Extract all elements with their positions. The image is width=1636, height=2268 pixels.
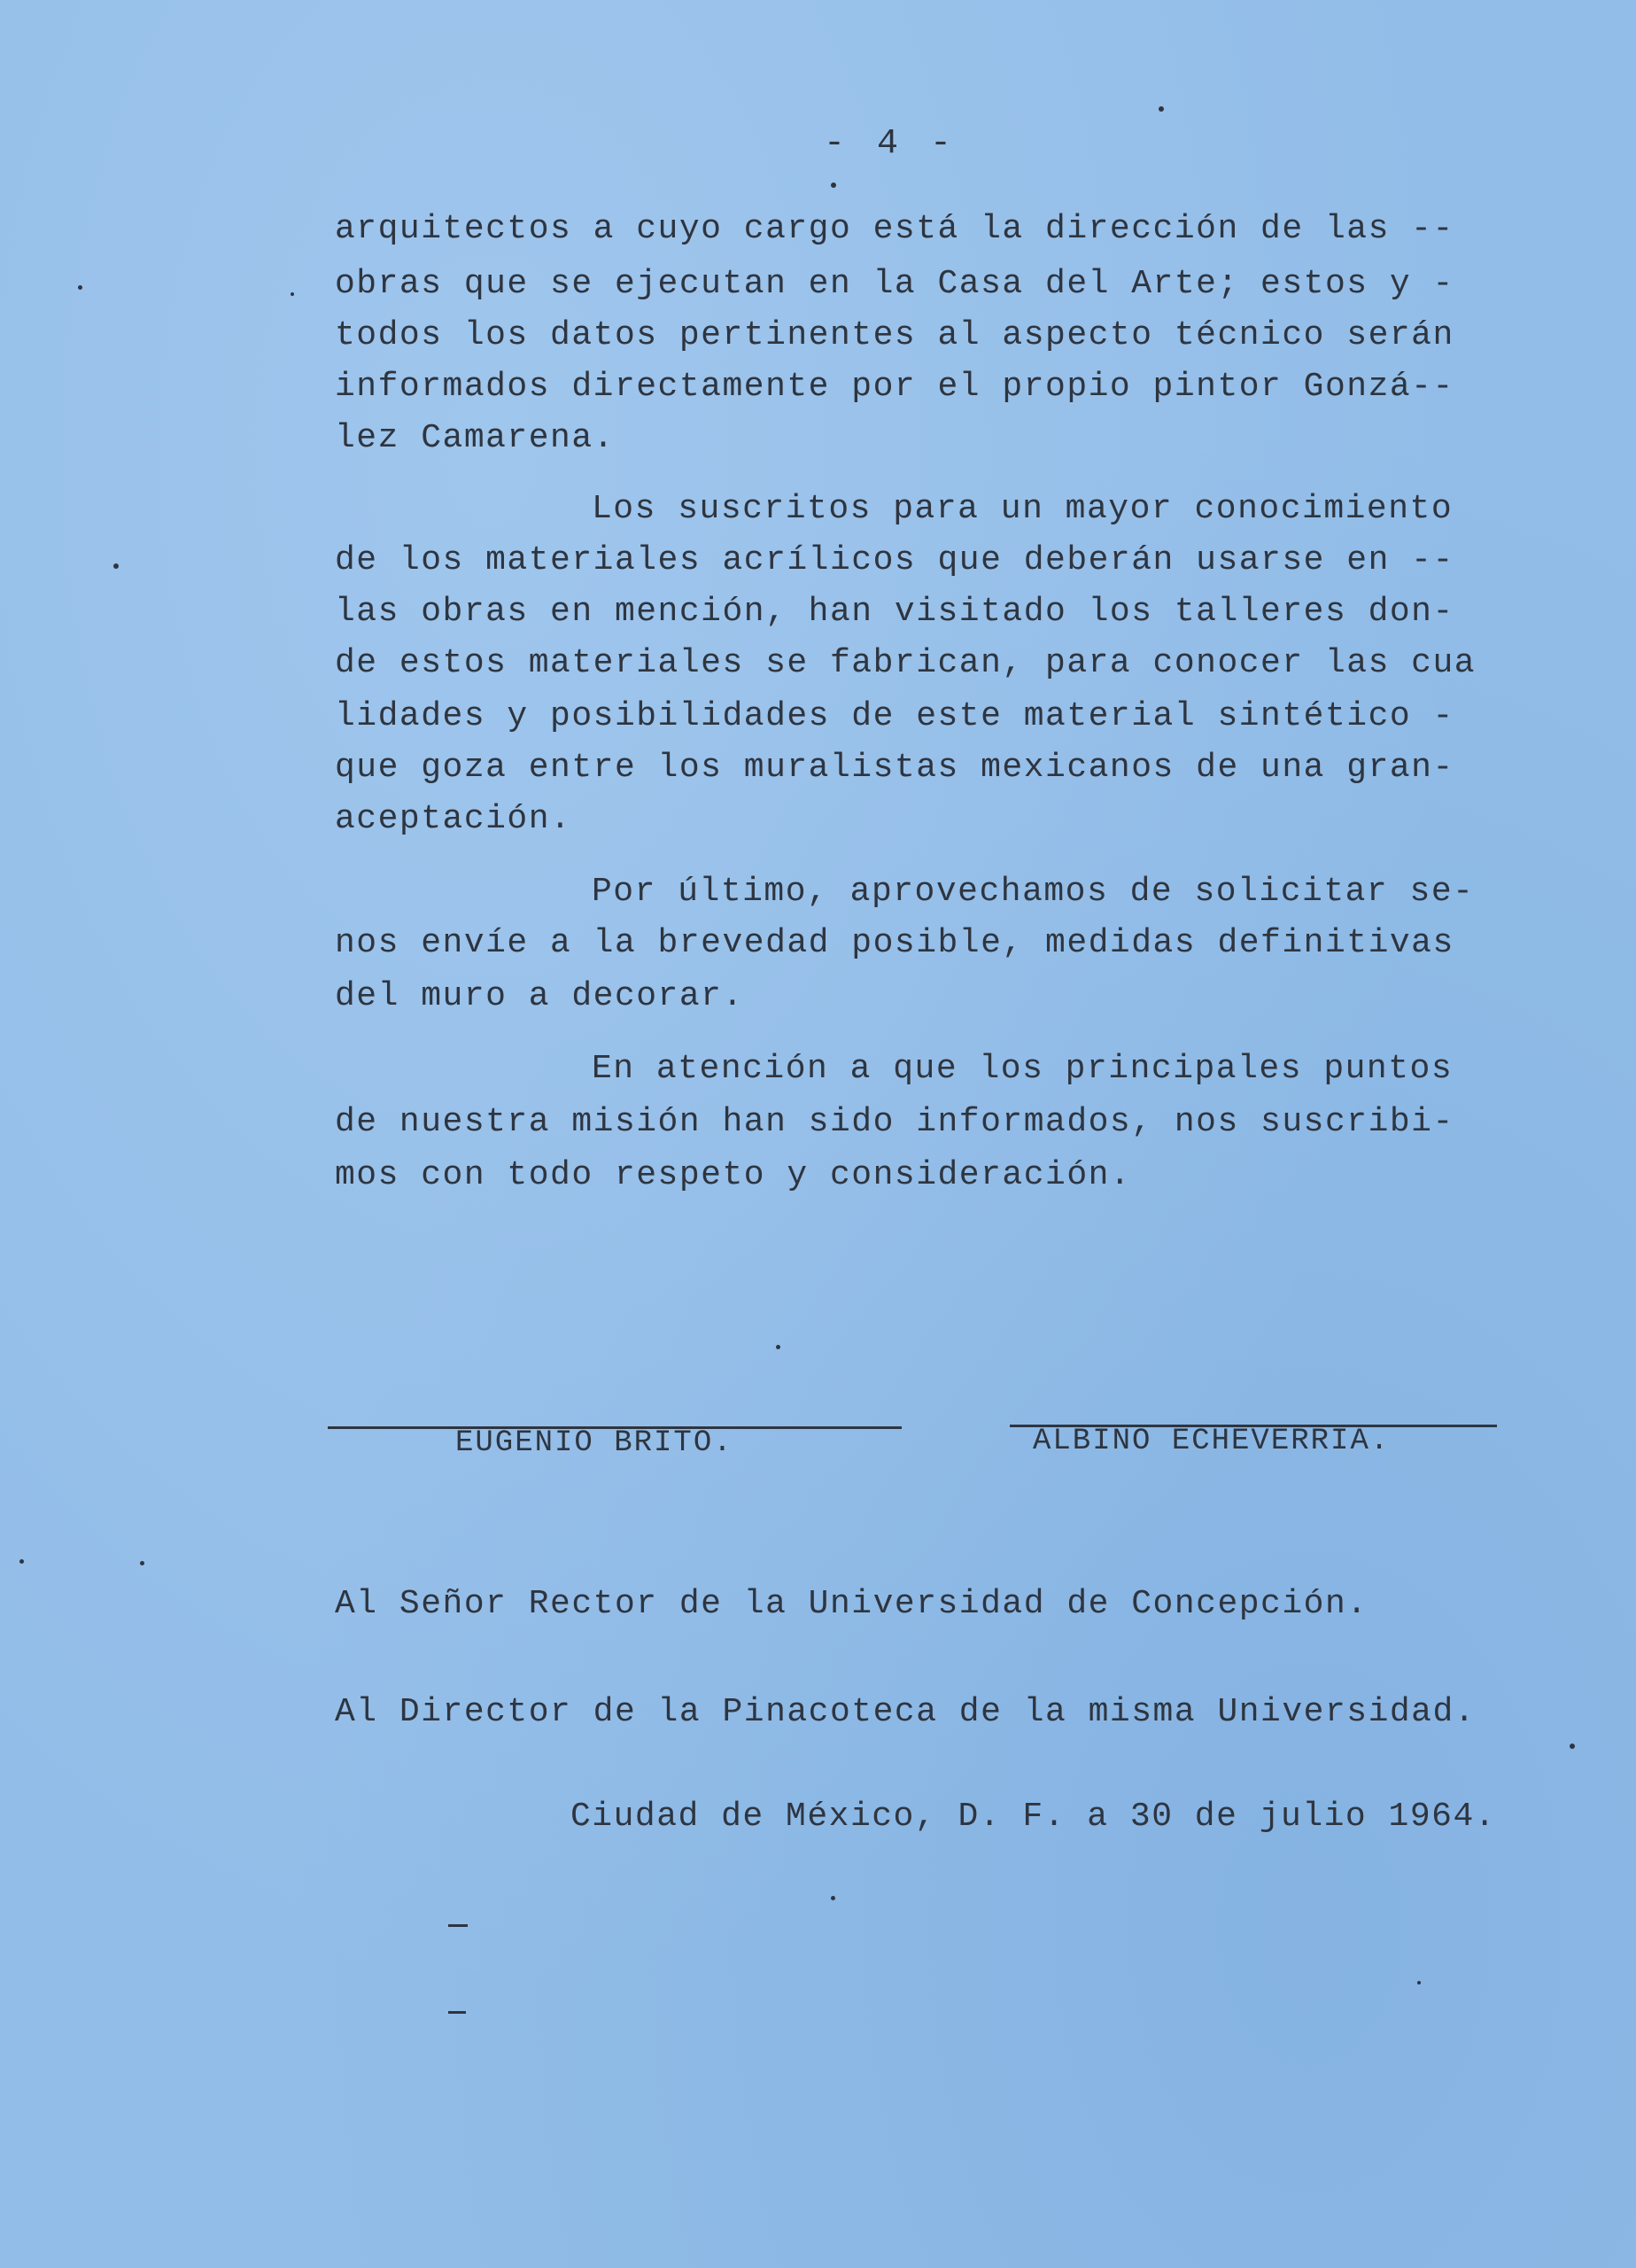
ink-dash — [448, 2011, 466, 2014]
addressee-rector: Al Señor Rector de la Universidad de Concepción. — [335, 1585, 1369, 1623]
paragraph-2-line-2: de los materiales acrílicos que deberán usarse en -- — [335, 541, 1454, 579]
place-and-date: Ciudad de México, D. F. a 30 de julio 1964. — [570, 1798, 1497, 1836]
ink-speck — [1159, 106, 1164, 112]
paragraph-2-line-6: que goza entre los muralistas mexicanos de una gran- — [335, 749, 1454, 787]
paragraph-2-line-3: las obras en mención, han visitado los talleres don- — [335, 593, 1454, 631]
paragraph-1-line-1: arquitectos a cuyo cargo está la dirección de las -- — [335, 210, 1454, 248]
ink-speck — [1417, 1981, 1421, 1984]
paragraph-1-line-5: lez Camarena. — [335, 419, 615, 457]
paragraph-2-line-4: de estos materiales se fabrican, para conocer las cua — [335, 644, 1477, 682]
paragraph-4-line-1: En atención a que los principales puntos — [592, 1050, 1454, 1088]
ink-speck — [831, 183, 836, 188]
signature-name-right: ALBINO ECHEVERRIA. — [1033, 1425, 1391, 1458]
ink-speck — [1570, 1744, 1575, 1749]
paragraph-1-line-4: informados directamente por el propio pintor Gonzá-- — [335, 368, 1454, 406]
ink-speck — [140, 1561, 144, 1565]
page-number: - 4 - — [824, 124, 958, 164]
paragraph-1-line-3: todos los datos pertinentes al aspecto técnico serán — [335, 316, 1454, 354]
ink-speck — [78, 285, 82, 290]
ink-dash — [448, 1924, 468, 1927]
paragraph-4-line-2: de nuestra misión han sido informados, nos suscribi- — [335, 1103, 1454, 1141]
signature-name-left: EUGENIO BRITO. — [455, 1426, 733, 1460]
ink-speck — [776, 1345, 780, 1349]
paragraph-3-line-1: Por último, aprovechamos de solicitar se- — [592, 873, 1475, 911]
paragraph-3-line-2: nos envíe a la brevedad posible, medidas definitivas — [335, 924, 1454, 962]
paragraph-1-line-2: obras que se ejecutan en la Casa del Arte; estos y - — [335, 265, 1454, 303]
paragraph-4-line-3: mos con todo respeto y consideración. — [335, 1156, 1132, 1194]
paragraph-2-line-5: lidades y posibilidades de este material sintético - — [335, 697, 1454, 735]
paragraph-2-line-1: Los suscritos para un mayor conocimiento — [592, 490, 1454, 528]
paragraph-3-line-3: del muro a decorar. — [335, 977, 744, 1015]
ink-speck — [831, 1896, 835, 1900]
addressee-director: Al Director de la Pinacoteca de la misma Universidad. — [335, 1693, 1477, 1731]
ink-speck — [19, 1559, 24, 1564]
ink-speck — [113, 563, 119, 569]
ink-speck — [291, 292, 294, 296]
paragraph-2-line-7: aceptación. — [335, 800, 572, 838]
